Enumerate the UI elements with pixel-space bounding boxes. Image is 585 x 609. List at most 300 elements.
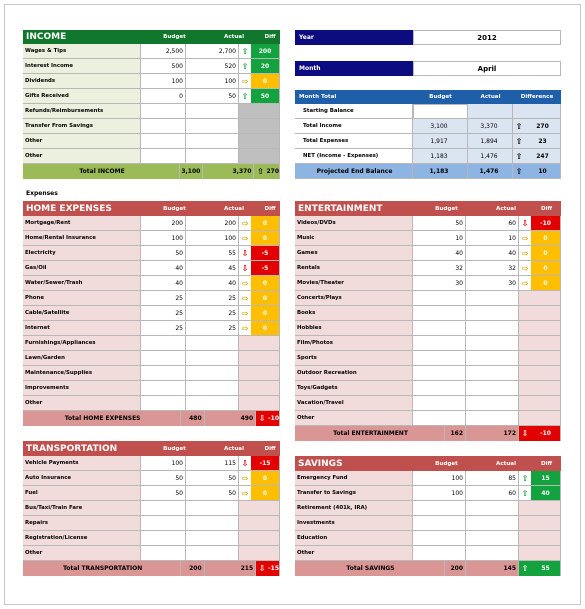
income-total-budget: 3,100 — [180, 164, 203, 179]
entertainment-row-diff-value: 0 — [531, 276, 560, 290]
entertainment-row-diff — [519, 351, 561, 366]
home-row-label: Water/Sewer/Trash — [23, 276, 141, 291]
month-total-row-label: Total Income — [295, 119, 413, 134]
transportation-row-budget[interactable] — [141, 501, 186, 516]
home-row-actual[interactable] — [186, 366, 239, 381]
transportation-row-actual[interactable] — [186, 531, 239, 546]
entertainment-row-actual[interactable]: 10 — [466, 231, 519, 246]
entertainment-row-budget[interactable]: 10 — [413, 231, 466, 246]
income-row-actual[interactable]: 2,700 — [186, 44, 239, 59]
year-row — [295, 30, 561, 45]
home-expenses-table — [23, 201, 280, 426]
transportation-row-actual[interactable] — [186, 516, 239, 531]
transportation-row-actual[interactable]: 50 — [186, 471, 239, 486]
transportation-row-budget[interactable] — [141, 516, 186, 531]
arrow-up-icon: ⇧ — [519, 486, 531, 500]
home-row-budget[interactable]: 40 — [141, 261, 186, 276]
month-label: Month — [295, 61, 413, 76]
starting-balance-input[interactable] — [413, 104, 468, 119]
home-row — [23, 216, 280, 231]
savings-title: SAVINGS — [298, 458, 343, 469]
month-total-row-diff — [513, 119, 561, 134]
income-row-budget[interactable]: 2,500 — [141, 44, 186, 59]
home-row-label: Home/Rental Insurance — [23, 231, 141, 246]
home-row-budget[interactable] — [141, 366, 186, 381]
home-row-budget[interactable]: 100 — [141, 231, 186, 246]
arrow-right-icon: ⇨ — [519, 231, 531, 245]
savings-row-actual[interactable] — [466, 531, 519, 546]
home-row-actual[interactable]: 25 — [186, 321, 239, 336]
transportation-total-row — [23, 561, 280, 576]
entertainment-row-actual[interactable] — [466, 321, 519, 336]
entertainment-total-diff-value: -10 — [540, 430, 551, 437]
expenses-label: Expenses — [26, 190, 58, 197]
arrow-right-icon: ⇨ — [519, 246, 531, 260]
entertainment-row-budget[interactable] — [413, 351, 466, 366]
income-total-actual: 3,370 — [203, 164, 254, 179]
month-total-row-diff-value: 23 — [538, 137, 547, 145]
income-row-diff — [239, 44, 280, 59]
entertainment-row-label: Other — [295, 411, 413, 426]
arrow-up-icon: ⇧ — [519, 471, 531, 485]
entertainment-row-diff — [519, 246, 561, 261]
home-total-row — [23, 411, 280, 426]
savings-row-actual[interactable]: 60 — [466, 486, 519, 501]
entertainment-row-budget[interactable] — [413, 381, 466, 396]
savings-row — [295, 531, 561, 546]
arrow-up-icon: ⇧ — [239, 59, 251, 73]
month-total-col-actual: Actual — [480, 94, 501, 100]
home-row-actual[interactable] — [186, 336, 239, 351]
entertainment-row-budget[interactable]: 40 — [413, 246, 466, 261]
transportation-row-budget[interactable]: 50 — [141, 471, 186, 486]
month-total-row-budget: 3,100 — [413, 119, 468, 134]
entertainment-row-actual[interactable] — [466, 351, 519, 366]
savings-col-budget: Budget — [435, 460, 458, 467]
savings-row-label: Education — [295, 531, 413, 546]
home-row — [23, 321, 280, 336]
entertainment-row-diff — [519, 291, 561, 306]
transportation-row-diff — [239, 471, 280, 486]
home-row-diff-value: -5 — [251, 261, 279, 275]
arrow-down-icon: ⇩ — [239, 456, 251, 470]
entertainment-row-actual[interactable] — [466, 396, 519, 411]
income-row-actual[interactable]: 520 — [186, 59, 239, 74]
home-row-label: Maintenance/Supplies — [23, 366, 141, 381]
home-row-actual[interactable] — [186, 381, 239, 396]
savings-row-diff-value: 40 — [531, 486, 560, 500]
month-total-table — [295, 90, 561, 179]
entertainment-title: ENTERTAINMENT — [298, 203, 383, 214]
entertainment-total-row — [295, 426, 561, 441]
transportation-row-actual[interactable] — [186, 546, 239, 561]
home-row-budget[interactable]: 25 — [141, 321, 186, 336]
savings-row-diff — [519, 516, 561, 531]
entertainment-row-diff — [519, 216, 561, 231]
month-total-row-diff — [513, 134, 561, 149]
income-row-diff — [239, 134, 280, 149]
entertainment-row-budget[interactable] — [413, 411, 466, 426]
home-row — [23, 381, 280, 396]
home-row-actual[interactable]: 25 — [186, 291, 239, 306]
home-row-budget[interactable]: 200 — [141, 216, 186, 231]
savings-row-budget[interactable]: 100 — [413, 486, 466, 501]
home-row-diff — [239, 336, 280, 351]
income-title: INCOME — [26, 32, 67, 42]
entertainment-row-actual[interactable] — [466, 381, 519, 396]
transportation-row-diff — [239, 501, 280, 516]
entertainment-row-budget[interactable] — [413, 366, 466, 381]
home-row — [23, 306, 280, 321]
income-row-label: Dividends — [23, 74, 141, 89]
entertainment-row-diff — [519, 306, 561, 321]
year-value[interactable]: 2012 — [413, 30, 561, 45]
savings-total-diff — [519, 561, 561, 576]
home-col-budget: Budget — [163, 205, 186, 212]
home-row-budget[interactable]: 40 — [141, 276, 186, 291]
transportation-row-label: Other — [23, 546, 141, 561]
income-row-budget[interactable]: 100 — [141, 74, 186, 89]
arrow-up-icon: ⇧ — [515, 166, 523, 176]
arrow-right-icon: ⇨ — [239, 471, 251, 485]
home-row-actual[interactable]: 25 — [186, 306, 239, 321]
entertainment-row-diff — [519, 336, 561, 351]
entertainment-row-label: Videos/DVDs — [295, 216, 413, 231]
transportation-row-label: Repairs — [23, 516, 141, 531]
home-row-diff-value: 0 — [251, 291, 279, 305]
projected-end-balance-row — [295, 164, 561, 179]
home-row-diff — [239, 291, 280, 306]
income-row — [23, 89, 280, 104]
savings-row — [295, 501, 561, 516]
entertainment-row — [295, 246, 561, 261]
entertainment-row-actual[interactable] — [466, 306, 519, 321]
month-total-row-diff — [513, 149, 561, 164]
month-total-row — [295, 149, 561, 164]
transportation-total-budget: 200 — [181, 561, 204, 576]
transportation-row — [23, 531, 280, 546]
savings-row — [295, 486, 561, 501]
starting-balance-actual — [468, 104, 513, 119]
income-row-budget[interactable] — [141, 119, 186, 134]
entertainment-row — [295, 261, 561, 276]
home-row-label: Cable/Satellite — [23, 306, 141, 321]
arrow-up-icon: ⇧ — [515, 136, 523, 146]
entertainment-row-diff — [519, 411, 561, 426]
entertainment-row-budget[interactable] — [413, 321, 466, 336]
home-col-diff: Diff — [264, 205, 276, 212]
income-row-actual[interactable]: 50 — [186, 89, 239, 104]
arrow-down-icon: ⇩ — [239, 261, 251, 275]
entertainment-row-label: Outdoor Recreation — [295, 366, 413, 381]
entertainment-row — [295, 321, 561, 336]
entertainment-row-label: Toys/Gadgets — [295, 381, 413, 396]
home-row-actual[interactable]: 200 — [186, 216, 239, 231]
income-row-actual[interactable] — [186, 104, 239, 119]
entertainment-row-budget[interactable]: 50 — [413, 216, 466, 231]
home-row — [23, 366, 280, 381]
arrow-right-icon: ⇨ — [239, 231, 251, 245]
income-row-label: Gifts Received — [23, 89, 141, 104]
income-col-actual: Actual — [224, 34, 244, 40]
entertainment-row-budget[interactable]: 30 — [413, 276, 466, 291]
income-row — [23, 119, 280, 134]
income-row-label: Other — [23, 149, 141, 164]
entertainment-row — [295, 366, 561, 381]
transportation-row-budget[interactable]: 100 — [141, 456, 186, 471]
home-row-diff-value: 0 — [251, 276, 279, 290]
home-row-diff-value: 0 — [251, 306, 279, 320]
arrow-right-icon: ⇨ — [239, 216, 251, 230]
home-col-actual: Actual — [224, 205, 244, 212]
home-row-diff — [239, 261, 280, 276]
entertainment-row-label: Vacation/Travel — [295, 396, 413, 411]
transportation-row-budget[interactable] — [141, 531, 186, 546]
home-row-actual[interactable]: 45 — [186, 261, 239, 276]
transportation-row-diff — [239, 531, 280, 546]
entertainment-row-actual[interactable]: 30 — [466, 276, 519, 291]
income-row-budget[interactable] — [141, 104, 186, 119]
entertainment-row-diff — [519, 366, 561, 381]
income-row-label: Transfer From Savings — [23, 119, 141, 134]
entertainment-table — [295, 201, 561, 441]
home-row-budget[interactable] — [141, 351, 186, 366]
home-row-diff — [239, 246, 280, 261]
transportation-row-diff-value: 0 — [251, 471, 279, 485]
savings-row-diff — [519, 531, 561, 546]
savings-row-label: Emergency Fund — [295, 471, 413, 486]
entertainment-row-actual[interactable]: 40 — [466, 246, 519, 261]
arrow-right-icon: ⇨ — [239, 486, 251, 500]
arrow-right-icon: ⇨ — [239, 276, 251, 290]
home-row — [23, 336, 280, 351]
income-table — [23, 30, 280, 179]
home-row — [23, 231, 280, 246]
transportation-row-actual[interactable] — [186, 501, 239, 516]
savings-row-actual[interactable] — [466, 546, 519, 561]
entertainment-row-budget[interactable] — [413, 306, 466, 321]
transportation-total-actual: 215 — [205, 561, 257, 576]
transportation-table — [23, 441, 280, 576]
entertainment-row-label: Games — [295, 246, 413, 261]
home-row-actual[interactable] — [186, 351, 239, 366]
home-title: HOME EXPENSES — [26, 203, 112, 214]
home-row-budget[interactable] — [141, 396, 186, 411]
entertainment-total-budget: 162 — [445, 426, 466, 441]
projected-actual: 1,476 — [468, 164, 513, 179]
entertainment-row-diff-value: 0 — [531, 246, 560, 260]
income-row-diff-value: 50 — [251, 89, 279, 103]
income-row-budget[interactable]: 0 — [141, 89, 186, 104]
transportation-row-budget[interactable]: 50 — [141, 486, 186, 501]
home-row — [23, 291, 280, 306]
entertainment-row-diff — [519, 321, 561, 336]
savings-row-actual[interactable] — [466, 501, 519, 516]
projected-diff-value: 10 — [538, 167, 547, 175]
transportation-row — [23, 516, 280, 531]
transportation-row — [23, 456, 280, 471]
entertainment-total-actual: 172 — [466, 426, 519, 441]
entertainment-row-budget[interactable]: 32 — [413, 261, 466, 276]
transportation-row-budget[interactable] — [141, 546, 186, 561]
entertainment-row-actual[interactable] — [466, 291, 519, 306]
income-row-label: Refunds/Reimbursements — [23, 104, 141, 119]
savings-row-diff-value: 15 — [531, 471, 560, 485]
transportation-col-budget: Budget — [163, 445, 186, 452]
home-row-actual[interactable] — [186, 396, 239, 411]
savings-row-actual[interactable]: 85 — [466, 471, 519, 486]
savings-row-budget[interactable] — [413, 501, 466, 516]
home-row-budget[interactable]: 25 — [141, 291, 186, 306]
transportation-row-label: Fuel — [23, 486, 141, 501]
arrow-down-icon: ⇩ — [521, 429, 529, 438]
savings-row-budget[interactable] — [413, 531, 466, 546]
home-row-diff — [239, 351, 280, 366]
month-total-col-budget: Budget — [429, 94, 452, 100]
income-row — [23, 44, 280, 59]
arrow-up-icon: ⇧ — [515, 151, 523, 161]
home-total-actual: 490 — [205, 411, 257, 426]
home-row-budget[interactable]: 50 — [141, 246, 186, 261]
entertainment-row-actual[interactable]: 32 — [466, 261, 519, 276]
entertainment-row-label: Music — [295, 231, 413, 246]
arrow-down-icon: ⇩ — [519, 216, 531, 230]
savings-row-diff — [519, 546, 561, 561]
savings-row-diff — [519, 501, 561, 516]
income-row-diff — [239, 104, 280, 119]
home-row-diff-value: 0 — [251, 231, 279, 245]
entertainment-row-diff — [519, 231, 561, 246]
entertainment-row-actual[interactable] — [466, 336, 519, 351]
entertainment-row-actual[interactable] — [466, 411, 519, 426]
income-row-diff — [239, 119, 280, 134]
income-col-budget: Budget — [163, 34, 186, 40]
month-row — [295, 61, 561, 76]
home-row-actual[interactable]: 40 — [186, 276, 239, 291]
home-row-budget[interactable]: 25 — [141, 306, 186, 321]
arrow-down-icon: ⇩ — [239, 246, 251, 260]
arrow-right-icon: ⇨ — [239, 321, 251, 335]
savings-row — [295, 516, 561, 531]
month-value[interactable]: April — [413, 61, 561, 76]
entertainment-row-budget[interactable] — [413, 336, 466, 351]
entertainment-col-diff: Diff — [540, 205, 553, 212]
transportation-row-diff — [239, 486, 280, 501]
transportation-row-label: Auto Insurance — [23, 471, 141, 486]
arrow-right-icon: ⇨ — [519, 276, 531, 290]
home-row-label: Lawn/Garden — [23, 351, 141, 366]
income-row-actual[interactable] — [186, 134, 239, 149]
income-row-actual[interactable] — [186, 119, 239, 134]
income-row-diff — [239, 149, 280, 164]
savings-row-label: Transfer to Savings — [295, 486, 413, 501]
transportation-total-label: Total TRANSPORTATION — [23, 561, 181, 576]
income-row-actual[interactable]: 100 — [186, 74, 239, 89]
entertainment-row — [295, 231, 561, 246]
income-row-budget[interactable] — [141, 134, 186, 149]
income-col-diff: Diff — [264, 34, 276, 40]
arrow-up-icon: ⇧ — [521, 564, 529, 573]
income-row — [23, 104, 280, 119]
home-row-actual[interactable]: 55 — [186, 246, 239, 261]
month-total-col-diff: Difference — [520, 94, 554, 100]
transportation-row-diff — [239, 516, 280, 531]
arrow-down-icon: ⇩ — [258, 564, 266, 573]
savings-row-budget[interactable] — [413, 516, 466, 531]
entertainment-row-diff — [519, 261, 561, 276]
entertainment-row-budget[interactable] — [413, 396, 466, 411]
income-row-label: Wages & Tips — [23, 44, 141, 59]
income-row-actual[interactable] — [186, 149, 239, 164]
home-row-label: Furnishings/Appliances — [23, 336, 141, 351]
transportation-row-label: Vehicle Payments — [23, 456, 141, 471]
income-total-row — [23, 164, 280, 179]
projected-label: Projected End Balance — [295, 164, 413, 179]
entertainment-row-actual[interactable] — [466, 366, 519, 381]
home-row — [23, 396, 280, 411]
entertainment-row-diff-value: -10 — [531, 216, 560, 230]
home-row-budget[interactable] — [141, 381, 186, 396]
month-total-row-diff-value: 270 — [536, 122, 549, 130]
home-row-label: Other — [23, 396, 141, 411]
savings-row-diff — [519, 471, 561, 486]
income-total-label: Total INCOME — [23, 164, 180, 179]
home-row-diff-value: -5 — [251, 246, 279, 260]
home-row — [23, 276, 280, 291]
entertainment-row-diff-value: 0 — [531, 231, 560, 245]
entertainment-row-diff-value: 0 — [531, 261, 560, 275]
transportation-row-diff-value: 0 — [251, 486, 279, 500]
income-row-budget[interactable] — [141, 149, 186, 164]
income-row-budget[interactable]: 500 — [141, 59, 186, 74]
transportation-col-diff: Diff — [264, 445, 276, 452]
savings-table — [295, 456, 561, 576]
transportation-row — [23, 501, 280, 516]
entertainment-row-label: Sports — [295, 351, 413, 366]
savings-col-actual: Actual — [496, 460, 516, 467]
month-total-row — [295, 119, 561, 134]
entertainment-total-diff — [519, 426, 561, 441]
home-row-label: Gas/Oil — [23, 261, 141, 276]
entertainment-row — [295, 411, 561, 426]
transportation-row-actual[interactable]: 50 — [186, 486, 239, 501]
savings-row-budget[interactable] — [413, 546, 466, 561]
month-total-row-actual: 1,476 — [468, 149, 513, 164]
entertainment-row-budget[interactable] — [413, 291, 466, 306]
entertainment-row — [295, 276, 561, 291]
entertainment-row-label: Rentals — [295, 261, 413, 276]
transportation-row-actual[interactable]: 115 — [186, 456, 239, 471]
transportation-title: TRANSPORTATION — [26, 443, 118, 454]
home-row-diff — [239, 231, 280, 246]
entertainment-row-actual[interactable]: 60 — [466, 216, 519, 231]
savings-row-budget[interactable]: 100 — [413, 471, 466, 486]
transportation-row-label: Bus/Taxi/Train Fare — [23, 501, 141, 516]
savings-row-label: Retirement (401k, IRA) — [295, 501, 413, 516]
transportation-col-actual: Actual — [224, 445, 244, 452]
month-total-row-diff-value: 247 — [536, 152, 549, 160]
transportation-row-label: Registration/License — [23, 531, 141, 546]
home-row-budget[interactable] — [141, 336, 186, 351]
entertainment-row-label: Hobbies — [295, 321, 413, 336]
transportation-row — [23, 486, 280, 501]
savings-row-actual[interactable] — [466, 516, 519, 531]
home-row-label: Mortgage/Rent — [23, 216, 141, 231]
home-row-actual[interactable]: 100 — [186, 231, 239, 246]
savings-total-actual: 145 — [466, 561, 519, 576]
arrow-up-icon: ⇧ — [239, 44, 251, 58]
entertainment-row-diff — [519, 396, 561, 411]
